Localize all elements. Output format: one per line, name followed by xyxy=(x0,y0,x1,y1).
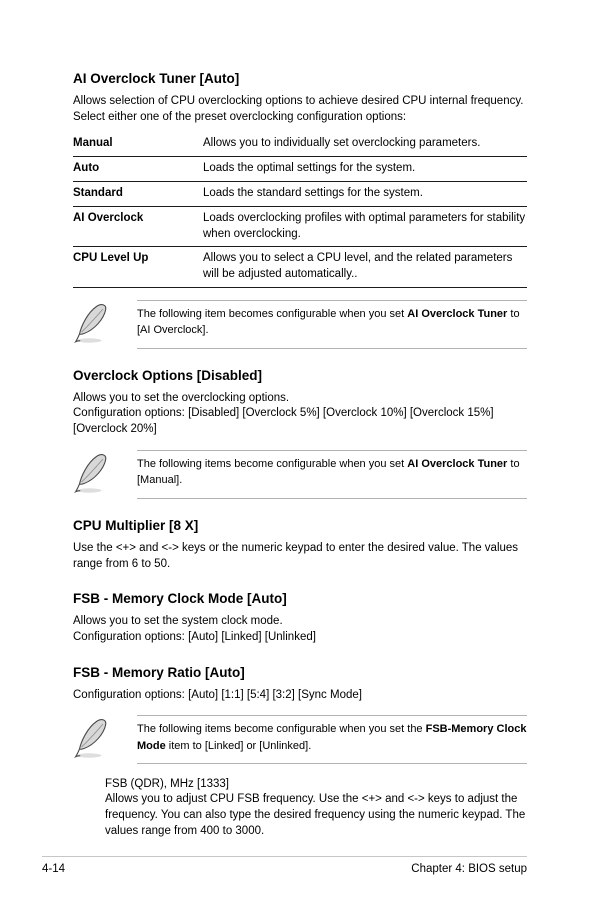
section-overclock-options xyxy=(73,367,527,438)
fsb-qdr-description: Allows you to adjust CPU FSB frequency. Use the <+> and <-> keys to adjust the frequency. You can also type the desired frequency using the numeric keypad. The values range from 400 to 3000. xyxy=(105,793,526,837)
note-text-segment: The following items become configurable when you set xyxy=(137,457,408,470)
heading-ai-overclock-tuner: AI Overclock Tuner [Auto] xyxy=(73,71,240,86)
overclock-options-line1: Allows you to set the overclocking options. xyxy=(73,391,290,404)
note-text-bold: FSB-Memory Clock Mode xyxy=(137,723,527,752)
footer-chapter-label: Chapter 4: BIOS setup xyxy=(411,863,527,875)
table-row xyxy=(73,182,527,207)
table-row xyxy=(73,157,527,182)
fsb-clock-mode-line1: Allows you to set the system clock mode. xyxy=(73,615,283,628)
page-content xyxy=(73,70,527,839)
option-description: Allows you to select a CPU level, and the related parameters will be adjusted automatically.. xyxy=(203,252,513,280)
note-text-bold: AI Overclock Tuner xyxy=(407,307,508,320)
heading-overclock-options: Overclock Options [Disabled] xyxy=(73,367,263,383)
option-term: AI Overclock xyxy=(73,212,144,225)
option-term: Standard xyxy=(73,187,123,200)
fsb-clock-mode-line2: Configuration options: [Auto] [Linked] [Unlinked] xyxy=(73,630,316,643)
section-cpu-multiplier xyxy=(73,517,527,572)
fsb-ratio-line1: Configuration options: [Auto] [1:1] [5:4] [3:2] [Sync Mode] xyxy=(73,688,362,701)
table-row xyxy=(73,207,527,247)
subsection-fsb-qdr xyxy=(105,776,527,839)
quill-pen-icon xyxy=(73,300,137,349)
note-text-segment: The following item becomes configurable when you set xyxy=(137,307,408,320)
overclock-options-line2: Configuration options: [Disabled] [Overclock 5%] [Overclock 10%] [Overclock 15%] [Overclock 20%] xyxy=(73,407,494,436)
heading-fsb-memory-ratio: FSB - Memory Ratio [Auto] xyxy=(73,664,245,680)
note-block xyxy=(73,450,527,499)
note-block xyxy=(73,300,527,349)
option-description: Loads the optimal settings for the system. xyxy=(203,162,416,175)
overclock-options-table xyxy=(73,132,527,287)
footer-page-number: 4-14 xyxy=(42,863,66,875)
option-term: CPU Level Up xyxy=(73,252,149,265)
note-text xyxy=(137,450,527,499)
ai-overclock-tuner-description: Allows selection of CPU overclocking options to achieve desired CPU internal frequency. Select either one of the preset overclocking configuration options: xyxy=(73,95,524,123)
note-block xyxy=(73,715,527,764)
heading-fsb-memory-clock-mode: FSB - Memory Clock Mode [Auto] xyxy=(73,591,287,607)
cpu-multiplier-description: Use the <+> and <-> keys or the numeric keypad to enter the desired value. The values range from 6 to 50. xyxy=(73,541,519,570)
quill-pen-icon xyxy=(73,450,137,499)
page-footer xyxy=(42,862,527,876)
option-term: Manual xyxy=(73,137,113,150)
note-text-segment: to [Manual]. xyxy=(137,457,520,487)
option-description: Allows you to individually set overclocking parameters. xyxy=(203,137,481,150)
note-text-segment: item to [Linked] or [Unlinked]. xyxy=(165,739,312,752)
note-text xyxy=(137,715,527,764)
note-text-segment: The following items become configurable when you set the xyxy=(137,723,426,736)
option-term: Auto xyxy=(73,162,100,175)
quill-pen-icon xyxy=(73,715,137,764)
heading-cpu-multiplier: CPU Multiplier [8 X] xyxy=(73,517,199,533)
table-row xyxy=(73,132,527,157)
option-description: Loads overclocking profiles with optimal parameters for stability when overclocking. xyxy=(203,212,526,240)
table-row xyxy=(73,247,527,287)
note-text-segment: to [AI Overclock]. xyxy=(137,307,520,336)
section-fsb-memory-clock-mode xyxy=(73,590,527,645)
fsb-qdr-title: FSB (QDR), MHz [1333] xyxy=(105,778,229,791)
footer-divider xyxy=(42,856,527,857)
note-text-bold: AI Overclock Tuner xyxy=(407,457,508,470)
option-description: Loads the standard settings for the system. xyxy=(203,187,423,200)
note-text xyxy=(137,300,527,349)
section-fsb-memory-ratio xyxy=(73,664,527,704)
